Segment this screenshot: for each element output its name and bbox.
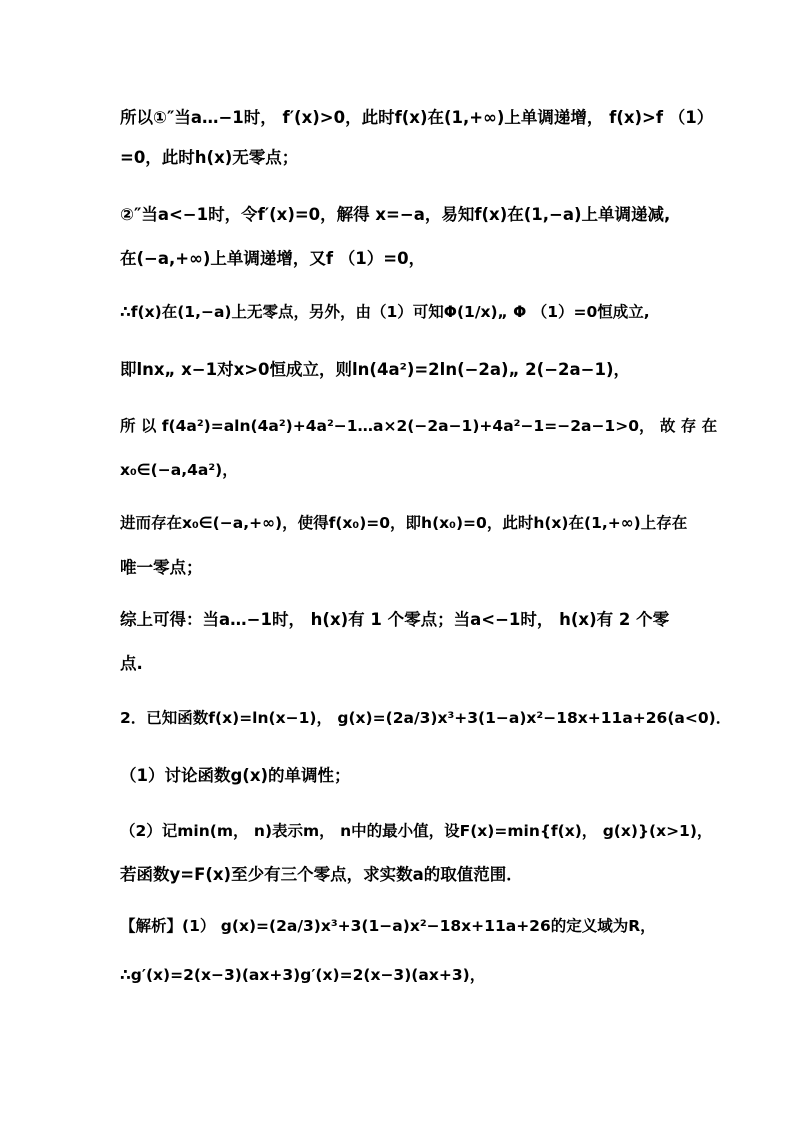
text-line-15: （2）记min(m， n)表示m， n中的最小值，设F(x)=min{f(x)， g(x)}(x>1)，: [120, 822, 713, 840]
text-line-8: x₀∈(−a,4a²)，: [120, 461, 238, 479]
text-line-5: ∴f(x)在(1,−a)上无零点，另外，由（1）可知Φ(1/x)„ Φ （1）=0恒成立,: [120, 303, 650, 321]
text-line-12: 点.: [120, 654, 143, 673]
text-line-1: 所以①″当a…−1时， f′(x)>0，此时f(x)在(1,+∞)上单调递增， f(x)>f （1）: [120, 108, 714, 127]
text-line-14: （1）讨论函数g(x)的单调性；: [120, 766, 351, 785]
text-line-18: ∴g′(x)=2(x−3)(ax+3)g′(x)=2(x−3)(ax+3)，: [120, 966, 486, 984]
text-line-3: ②″当a<−1时，令f′(x)=0，解得 x=−a，易知f(x)在(1,−a)上单调递减,: [120, 205, 671, 224]
text-line-2: =0，此时h(x)无零点；: [120, 148, 299, 167]
text-line-13: 2．已知函数f(x)=ln(x−1)， g(x)=(2a/3)x³+3(1−a)x²−18x+11a+26(a<0)．: [120, 709, 732, 727]
text-line-7: 所 以 f(4a²)=aln(4a²)+4a²−1…a×2(−2a−1)+4a²−1=−2a−1>0， 故 存 在: [120, 417, 718, 435]
text-line-10: 唯一零点；: [120, 558, 203, 577]
text-line-6: 即lnx„ x−1对x>0恒成立，则ln(4a²)=2ln(−2a)„ 2(−2a−1)，: [120, 360, 630, 379]
text-line-16: 若函数y=F(x)至少有三个零点，求实数a的取值范围．: [120, 865, 523, 884]
text-line-9: 进而存在x₀∈(−a,+∞)，使得f(x₀)=0，即h(x₀)=0，此时h(x)在(1,+∞)上存在: [120, 514, 688, 532]
text-line-4: 在(−a,+∞)上单调递增，又f （1）=0，: [120, 249, 426, 268]
text-line-11: 综上可得：当a…−1时， h(x)有 1 个零点；当a<−1时， h(x)有 2 个零: [120, 610, 670, 629]
text-line-17: 【解析】(1） g(x)=(2a/3)x³+3(1−a)x²−18x+11a+26的定义域为R，: [120, 917, 656, 935]
